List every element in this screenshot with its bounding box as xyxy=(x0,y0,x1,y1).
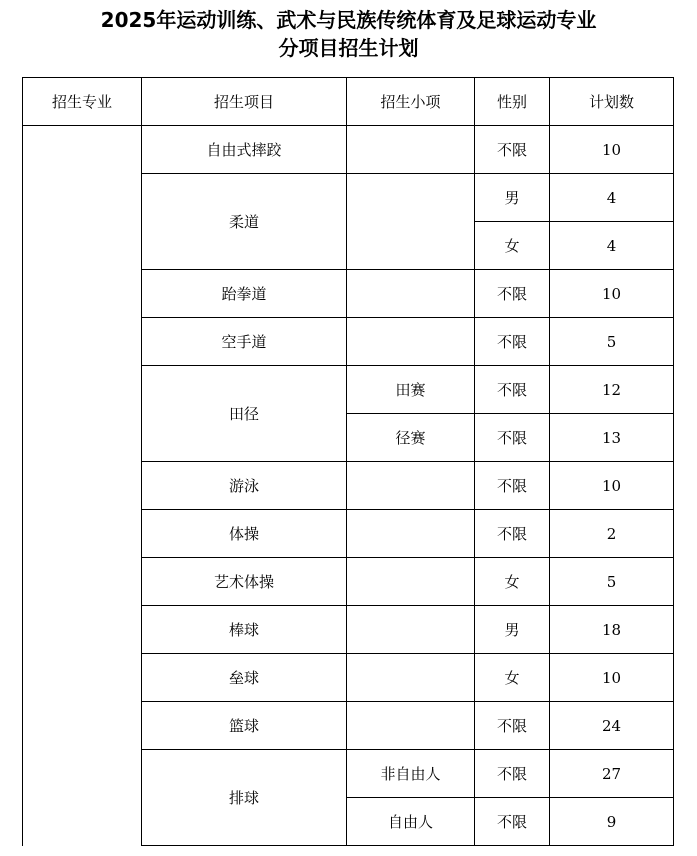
quota-cell: 18 xyxy=(550,606,674,654)
header-project: 招生项目 xyxy=(142,78,347,126)
gender-cell: 不限 xyxy=(475,126,550,174)
major-cell xyxy=(23,126,142,846)
quota-cell: 9 xyxy=(550,798,674,846)
quota-cell: 12 xyxy=(550,366,674,414)
gender-cell: 不限 xyxy=(475,510,550,558)
quota-cell: 4 xyxy=(550,222,674,270)
header-quota: 计划数 xyxy=(550,78,674,126)
quota-cell: 10 xyxy=(550,126,674,174)
gender-cell: 不限 xyxy=(475,318,550,366)
header-subitem: 招生小项 xyxy=(347,78,475,126)
subitem-cell: 径赛 xyxy=(347,414,475,462)
subitem-cell xyxy=(347,462,475,510)
gender-cell: 不限 xyxy=(475,702,550,750)
gender-cell: 不限 xyxy=(475,462,550,510)
project-cell: 自由式摔跤 xyxy=(142,126,347,174)
project-cell: 柔道 xyxy=(142,174,347,270)
project-cell: 排球 xyxy=(142,750,347,846)
quota-cell: 24 xyxy=(550,702,674,750)
quota-cell: 13 xyxy=(550,414,674,462)
quota-cell: 10 xyxy=(550,270,674,318)
subitem-cell xyxy=(347,558,475,606)
quota-cell: 5 xyxy=(550,558,674,606)
gender-cell: 男 xyxy=(475,174,550,222)
quota-cell: 2 xyxy=(550,510,674,558)
subitem-cell: 田赛 xyxy=(347,366,475,414)
project-cell: 空手道 xyxy=(142,318,347,366)
gender-cell: 男 xyxy=(475,606,550,654)
subitem-cell xyxy=(347,654,475,702)
quota-cell: 5 xyxy=(550,318,674,366)
project-cell: 艺术体操 xyxy=(142,558,347,606)
document-subtitle: 分项目招生计划 xyxy=(278,36,419,60)
subitem-cell xyxy=(347,606,475,654)
subitem-cell: 自由人 xyxy=(347,798,475,846)
gender-cell: 女 xyxy=(475,654,550,702)
gender-cell: 不限 xyxy=(475,366,550,414)
gender-cell: 女 xyxy=(475,558,550,606)
gender-cell: 不限 xyxy=(475,798,550,846)
document-title: 2025年运动训练、武术与民族传统体育及足球运动专业 xyxy=(100,8,597,32)
table-row xyxy=(23,126,674,174)
project-cell: 游泳 xyxy=(142,462,347,510)
project-cell: 田径 xyxy=(142,366,347,462)
subitem-cell xyxy=(347,174,475,270)
gender-cell: 不限 xyxy=(475,750,550,798)
quota-cell: 4 xyxy=(550,174,674,222)
header-gender: 性别 xyxy=(475,78,550,126)
project-cell: 篮球 xyxy=(142,702,347,750)
subitem-cell xyxy=(347,702,475,750)
enrollment-plan-table xyxy=(22,77,674,846)
quota-cell: 27 xyxy=(550,750,674,798)
project-cell: 跆拳道 xyxy=(142,270,347,318)
subitem-cell xyxy=(347,318,475,366)
header-major: 招生专业 xyxy=(23,78,142,126)
subitem-cell xyxy=(347,270,475,318)
gender-cell: 不限 xyxy=(475,414,550,462)
subitem-cell xyxy=(347,510,475,558)
project-cell: 体操 xyxy=(142,510,347,558)
quota-cell: 10 xyxy=(550,654,674,702)
subitem-cell xyxy=(347,126,475,174)
gender-cell: 不限 xyxy=(475,270,550,318)
subitem-cell: 非自由人 xyxy=(347,750,475,798)
table-header-row xyxy=(23,78,674,126)
project-cell: 棒球 xyxy=(142,606,347,654)
gender-cell: 女 xyxy=(475,222,550,270)
quota-cell: 10 xyxy=(550,462,674,510)
project-cell: 垒球 xyxy=(142,654,347,702)
